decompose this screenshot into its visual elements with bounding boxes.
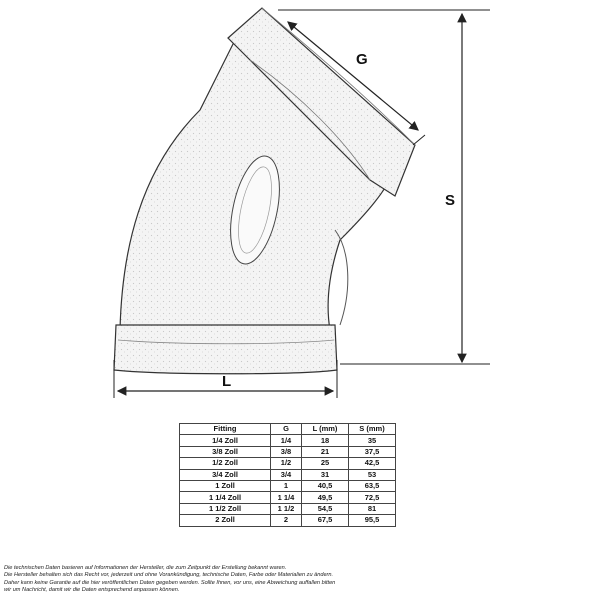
disclaimer: [4, 565, 596, 594]
cell-l: 21: [302, 446, 349, 457]
cell-fitting: 1 1/2 Zoll: [180, 503, 271, 514]
table-row: [180, 469, 396, 480]
bottom-collar: [114, 325, 337, 374]
cell-l: 54,5: [302, 503, 349, 514]
cell-fitting: 2 Zoll: [180, 515, 271, 526]
cell-l: 40,5: [302, 480, 349, 491]
disclaimer-line: wir um Nachricht, damit wir die Daten entsprechend anpassen können.: [4, 586, 180, 593]
cell-s: 81: [349, 503, 396, 514]
cell-g: 1 1/4: [271, 492, 302, 503]
header-g: G: [271, 424, 302, 435]
table-row: [180, 492, 396, 503]
cell-fitting: 1/2 Zoll: [180, 458, 271, 469]
elbow-fitting-image: [114, 8, 415, 374]
table-row: [180, 480, 396, 491]
dimension-g-label: G: [356, 51, 368, 68]
dimension-l-label: L: [222, 373, 232, 390]
table-row: [180, 435, 396, 446]
cell-fitting: 3/4 Zoll: [180, 469, 271, 480]
header-s: S (mm): [349, 424, 396, 435]
table-row: [180, 446, 396, 457]
cell-s: 53: [349, 469, 396, 480]
cell-l: 67,5: [302, 515, 349, 526]
cell-fitting: 1 1/4 Zoll: [180, 492, 271, 503]
disclaimer-line: Die Hersteller behalten sich das Recht vor, jederzeit und ohne Vorankündigung, technische Daten, Farbe oder Materialien zu ändern.: [4, 572, 334, 579]
cell-fitting: 1/4 Zoll: [180, 435, 271, 446]
table-header-row: [180, 424, 396, 435]
cell-l: 25: [302, 458, 349, 469]
cell-l: 31: [302, 469, 349, 480]
cell-s: 95,5: [349, 515, 396, 526]
disclaimer-line: Daher kann keine Garantie auf die hier veröffentlichen Daten gegeben werden. Sollte Ihnen, vor uns, eine Abweichung auffallen bitten: [4, 579, 336, 586]
cell-g: 3/4: [271, 469, 302, 480]
cell-fitting: 3/8 Zoll: [180, 446, 271, 457]
cell-s: 42,5: [349, 458, 396, 469]
cell-g: 3/8: [271, 446, 302, 457]
cell-l: 18: [302, 435, 349, 446]
cell-s: 35: [349, 435, 396, 446]
header-l: L (mm): [302, 424, 349, 435]
table-row: [180, 503, 396, 514]
cell-g: 1: [271, 480, 302, 491]
cell-g: 1 1/2: [271, 503, 302, 514]
table-row: [180, 515, 396, 526]
cell-l: 49,5: [302, 492, 349, 503]
table-row: [180, 458, 396, 469]
cell-s: 72,5: [349, 492, 396, 503]
spec-table: [179, 423, 396, 527]
cell-g: 2: [271, 515, 302, 526]
header-fitting: Fitting: [180, 424, 271, 435]
disclaimer-line: Die technischen Daten basieren auf Informationen der Hersteller, die zum Zeitpunkt der Erstellung bekannt waren.: [4, 565, 287, 571]
cell-s: 37,5: [349, 446, 396, 457]
cell-fitting: 1 Zoll: [180, 480, 271, 491]
cell-g: 1/4: [271, 435, 302, 446]
cell-g: 1/2: [271, 458, 302, 469]
cell-s: 63,5: [349, 480, 396, 491]
dimension-s-label: S: [445, 192, 456, 209]
